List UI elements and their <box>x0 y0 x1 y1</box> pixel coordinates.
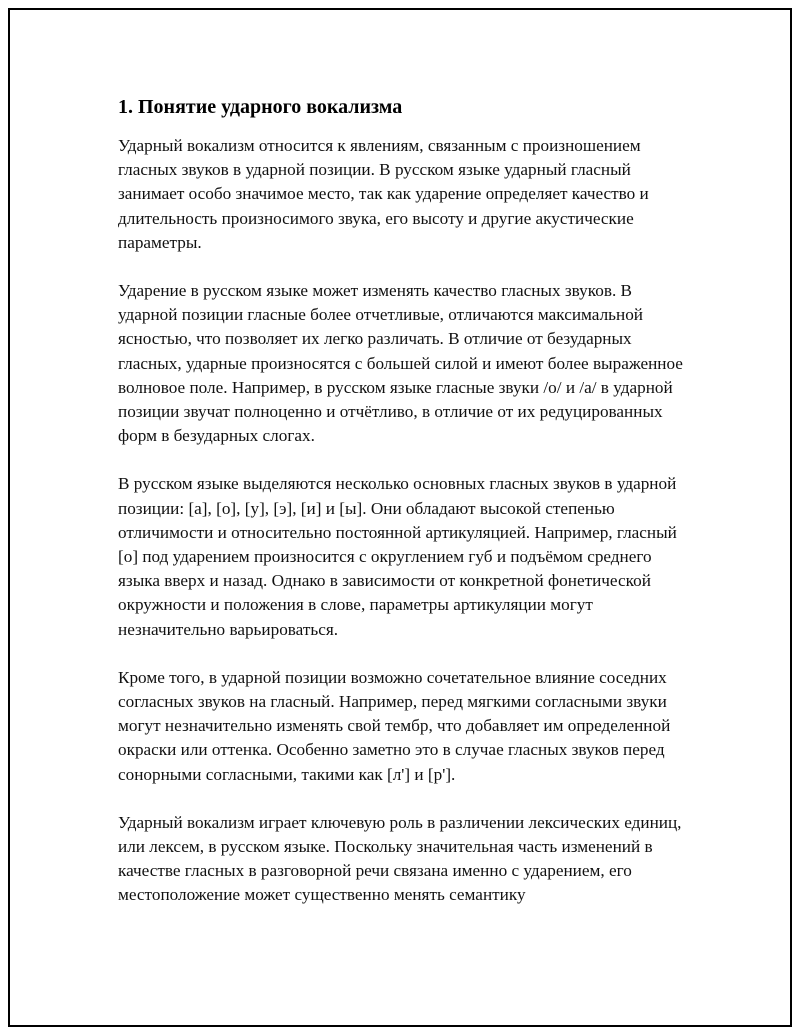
paragraph: Ударение в русском языке может изменять качество гласных звуков. В ударной позиции гласные более отчетливые, отличаются максимальной ясностью, что позволяет их легко различать. В отличие от безударных гласных, ударные произносятся с большей силой и имеют более выраженное волновое поле. Например, в русском языке гласные звуки /о/ и /а/ в ударной позиции звучат полноценно и отчётливо, в отличие от их редуцированных форм в безударных слогах. <box>118 281 683 446</box>
section-heading: 1. Понятие ударного вокализма <box>118 96 403 118</box>
paragraph: Ударный вокализм относится к явлениям, связанным с произношением гласных звуков в ударной позиции. В русском языке ударный гласный занимает особо значимое место, так как ударение определяет качество и длительность произносимого звука, его высоту и другие акустические параметры. <box>118 136 649 252</box>
paragraph: Кроме того, в ударной позиции возможно сочетательное влияние соседних согласных звуков на гласный. Например, перед мягкими согласными звуки могут незначительно изменять свой тембр, что добавляет им определенной окраски или оттенка. Особенно заметно это в случае гласных звуков перед сонорными согласными, такими как [л'] и [р']. <box>118 667 671 784</box>
paragraph: В русском языке выделяются несколько основных гласных звуков в ударной позиции: [а], [о], [у], [э], [и] и [ы]. Они обладают высокой степенью отличимости и относительно постоянной артикуляцией. Например, гласный [о] под ударением произносится с округлением губ и подъёмом среднего языка вверх и назад. Однако в зависимости от конкретной фонетической окружности и положения в слове, параметры артикуляции могут незначительно варьироваться. <box>118 474 677 639</box>
paragraph: Ударный вокализм играет ключевую роль в различении лексических единиц, или лексем, в русском языке. Поскольку значительная часть изменений в качестве гласных в разговорной речи связана именно с ударением, его местоположение может существенно менять семантику <box>118 812 682 905</box>
document-body <box>118 95 690 932</box>
